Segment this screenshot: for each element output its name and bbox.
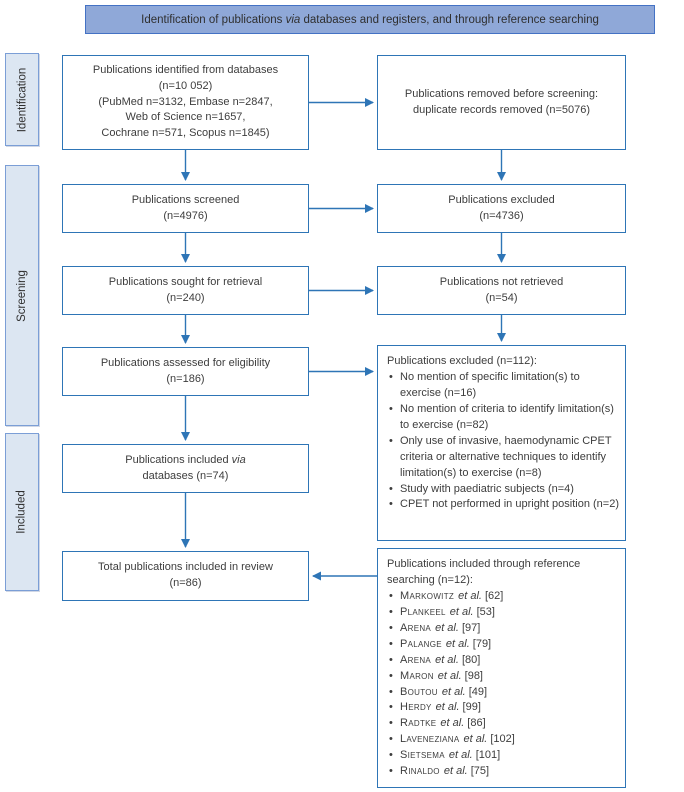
box-text-line: (n=4976)	[163, 209, 208, 222]
author-name: Arena	[400, 621, 432, 634]
citation-ref: [97]	[461, 621, 481, 634]
citation-ref: [75]	[470, 765, 490, 778]
box-total-publications-included	[62, 551, 309, 601]
author-name: Herdy	[400, 701, 432, 714]
box-publications-screened	[62, 184, 309, 233]
box-text-line: Publications screened	[131, 193, 240, 206]
stage-label-screening: Screening	[5, 165, 39, 426]
box-text-line: Web of Science n=1657,	[125, 111, 246, 124]
list-item	[387, 653, 619, 669]
et-al: et al.	[463, 733, 488, 746]
citation-ref: [62]	[484, 589, 504, 602]
author-name: Radtke	[400, 717, 437, 730]
box-text-line: Total publications included in review	[98, 561, 273, 574]
author-name: Palange	[400, 637, 442, 650]
box-text-line: Publications assessed for eligibility	[100, 356, 271, 369]
box-publications-excluded	[377, 184, 626, 233]
et-al: et al.	[441, 685, 466, 698]
citation-ref: [99]	[462, 701, 481, 714]
box-publications-not-retrieved	[377, 266, 626, 315]
list-item	[387, 716, 619, 732]
list-item	[387, 621, 619, 637]
diagram-title-banner	[85, 5, 655, 34]
stage-label-identification: Identification	[5, 53, 39, 146]
citation-ref: [98]	[464, 669, 483, 682]
bullet-list	[387, 370, 619, 513]
box-publications-removed-before-screening	[377, 55, 626, 150]
stage-label-included: Included	[5, 433, 39, 591]
box-text-line: (n=10 052)	[158, 79, 213, 92]
box-text-line: (n=86)	[169, 577, 202, 589]
et-al: et al.	[435, 621, 459, 634]
box-title: Publications included through reference searching (n=12):	[387, 558, 581, 586]
et-al: et al.	[437, 669, 462, 682]
author-name: Maron	[400, 669, 434, 682]
author-name: Markowitz	[400, 589, 455, 602]
bullet-list	[387, 589, 619, 780]
list-item	[387, 589, 619, 605]
et-al: et al.	[458, 589, 482, 602]
citation-ref: [86]	[467, 717, 486, 730]
box-publications-assessed-eligibility	[62, 347, 309, 396]
citation-ref: [49]	[468, 685, 488, 698]
list-item: • Only use of invasive, haemodynamic CPET criteria or alternative techniques to identify limitation(s) to exercise (n=8)	[387, 434, 619, 482]
citation-ref: [79]	[472, 637, 492, 650]
list-item: • CPET not performed in upright position (n=2)	[387, 497, 619, 513]
author-name: Boutou	[400, 685, 438, 698]
box-text-line: Publications removed before screening:	[404, 87, 599, 100]
list-item	[387, 732, 619, 748]
box-text-line: duplicate records removed (n=5076)	[412, 103, 590, 116]
list-item	[387, 764, 619, 780]
box-text-line: Cochrane n=571, Scopus n=1845)	[101, 127, 270, 140]
box-text-line: (n=186)	[166, 372, 205, 385]
list-item	[387, 669, 619, 685]
box-text-line: Publications included via	[125, 453, 246, 466]
list-item	[387, 685, 619, 701]
list-item	[387, 637, 619, 653]
et-al: et al.	[435, 701, 460, 714]
box-text-line: Publications not retrieved	[439, 275, 564, 288]
diagram-title: Identification of publications via databases and registers, and through reference searching	[141, 13, 599, 26]
author-name: Laveneziana	[400, 733, 460, 746]
box-publications-reference-searching	[377, 548, 626, 788]
box-text-line: (n=240)	[166, 291, 205, 304]
citation-ref: [102]	[490, 733, 515, 746]
author-name: Sietsema	[400, 749, 445, 762]
list-item: • No mention of specific limitation(s) to exercise (n=16)	[387, 370, 619, 402]
et-al: et al.	[435, 653, 459, 666]
citation-ref: [101]	[475, 749, 501, 762]
list-item: • Study with paediatric subjects (n=4)	[387, 482, 619, 498]
et-al: et al.	[443, 765, 468, 778]
box-text-line: Publications sought for retrieval	[108, 275, 263, 288]
et-al: et al.	[448, 749, 473, 762]
box-text-line: (n=54)	[485, 291, 518, 304]
box-text-line: Publications excluded	[448, 193, 555, 206]
et-al: et al.	[445, 637, 470, 650]
author-name: Arena	[400, 653, 432, 666]
box-publications-included-via-databases	[62, 444, 309, 493]
box-text-line: databases (n=74)	[142, 469, 229, 482]
box-text-line: (n=4736)	[479, 209, 524, 222]
box-text-line: (PubMed n=3132, Embase n=2847,	[98, 95, 273, 108]
citation-ref: [53]	[476, 605, 495, 618]
et-al: et al.	[449, 605, 474, 618]
box-title: Publications excluded (n=112):	[387, 355, 537, 367]
et-al: et al.	[440, 717, 465, 730]
list-item	[387, 605, 619, 621]
box-publications-excluded-eligibility	[377, 345, 626, 541]
list-item: • No mention of criteria to identify limitation(s) to exercise (n=82)	[387, 402, 619, 434]
box-text-line: Publications identified from databases	[92, 63, 279, 76]
citation-ref: [80]	[461, 653, 481, 666]
list-item	[387, 748, 619, 764]
author-name: Rinaldo	[400, 765, 440, 778]
list-item	[387, 700, 619, 716]
box-publications-identified	[62, 55, 309, 150]
author-name: Plankeel	[400, 605, 446, 618]
box-publications-sought-retrieval	[62, 266, 309, 315]
